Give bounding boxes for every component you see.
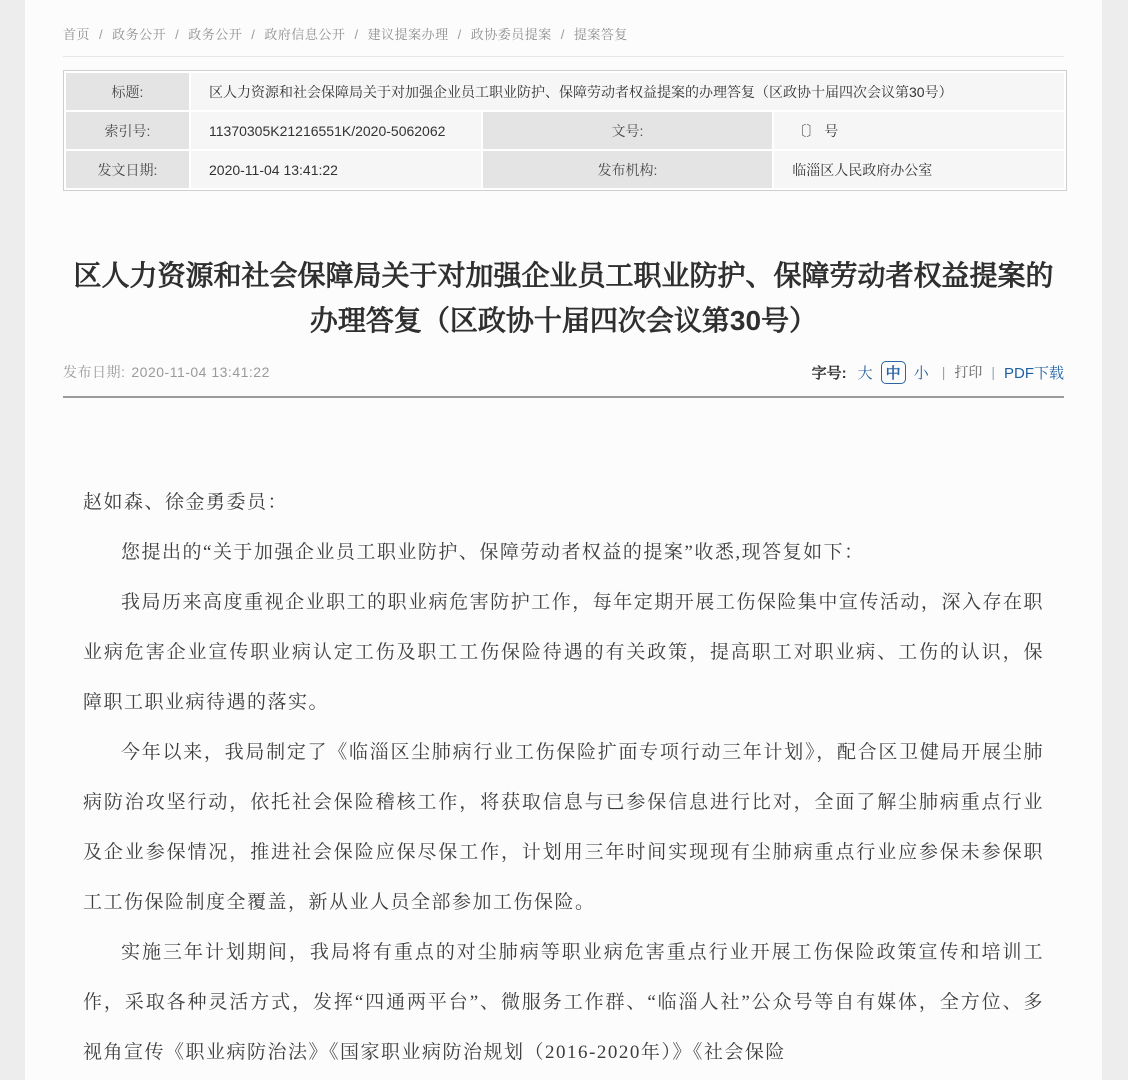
index-number-label: 索引号: <box>66 112 189 149</box>
breadcrumb-separator: / <box>560 27 565 42</box>
print-button[interactable]: 打印 <box>954 364 983 381</box>
index-number-value: 11370305K21216551K/2020-5062062 <box>191 112 481 149</box>
info-row-index <box>66 112 1064 149</box>
pdf-download-button[interactable]: PDF下载 <box>1003 364 1064 382</box>
article-divider <box>63 396 1064 398</box>
breadcrumb-separator: / <box>175 27 180 42</box>
breadcrumb-item-home[interactable]: 首页 <box>63 27 91 42</box>
article-toolbar <box>812 361 1064 384</box>
font-size-label: 字号: <box>811 364 847 382</box>
doc-number-value: 〔〕 号 <box>774 112 1064 149</box>
breadcrumb-item-jianyitian[interactable]: 建议提案办理 <box>367 27 449 42</box>
article-body <box>63 478 1064 1078</box>
issue-date-label: 发文日期: <box>66 151 189 188</box>
font-size-small-button[interactable]: 小 <box>913 364 929 382</box>
breadcrumb-divider <box>63 56 1064 57</box>
article-paragraph: 今年以来，我局制定了《临淄区尘肺病行业工伤保险扩面专项行动三年计划》，配合区卫健局开展尘肺病防治攻坚行动，依托社会保险稽核工作，将获取信息与已参保信息进行比对，全面了解尘肺病重点行业及企业参保情况，推进社会保险应保尽保工作，计划用三年时间实现现有尘肺病重点行业应参保未参保职工工伤保险制度全覆盖，新从业人员全部参加工伤保险。 <box>83 741 1044 913</box>
issuing-agency-value: 临淄区人民政府办公室 <box>774 151 1064 188</box>
breadcrumb-separator: / <box>354 27 359 42</box>
breadcrumb-item-tiandafu[interactable]: 提案答复 <box>573 27 628 42</box>
publish-date-value: 2020-11-04 13:41:22 <box>131 364 270 381</box>
doc-number-label: 文号: <box>483 112 773 149</box>
publish-date-label: 发布日期: <box>63 364 126 381</box>
publish-date <box>63 362 270 382</box>
font-size-medium-button[interactable]: 中 <box>881 361 906 384</box>
article-paragraph: 实施三年计划期间，我局将有重点的对尘肺病等职业病危害重点行业开展工伤保险政策宣传和培训工作，采取各种灵活方式，发挥“四通两平台”、微服务工作群、“临淄人社”公众号等自有媒体，全方位、多视角宣传《职业病防治法》《国家职业病防治规划（2016-2020年）》《社会保险 <box>83 941 1044 1063</box>
breadcrumb <box>63 0 1064 43</box>
breadcrumb-item-zhengwugongkai-2[interactable]: 政务公开 <box>188 27 243 42</box>
issuing-agency-label: 发布机构: <box>483 151 773 188</box>
page-title: 区人力资源和社会保障局关于对加强企业员工职业防护、保障劳动者权益提案的办理答复（区政协十届四次会议第30号） <box>73 260 1054 337</box>
breadcrumb-item-zhengwugongkai-1[interactable]: 政务公开 <box>112 27 167 42</box>
content-panel <box>25 0 1102 1080</box>
toolbar-separator: | <box>991 364 995 381</box>
breadcrumb-separator: / <box>99 27 104 42</box>
document-info-table <box>63 70 1067 191</box>
issue-date-value: 2020-11-04 13:41:22 <box>191 151 481 188</box>
article-meta-row <box>63 361 1064 384</box>
title-value: 区人力资源和社会保障局关于对加强企业员工职业防护、保障劳动者权益提案的办理答复（区政协十届四次会议第30号） <box>191 73 1064 110</box>
info-row-date <box>66 151 1064 188</box>
article-paragraph: 您提出的“关于加强企业员工职业防护、保障劳动者权益的提案”收悉,现答复如下： <box>121 541 865 563</box>
article-paragraph: 我局历来高度重视企业职工的职业病危害防护工作，每年定期开展工伤保险集中宣传活动，深入存在职业病危害企业宣传职业病认定工伤及职工工伤保险待遇的有关政策，提高职工对职业病、工伤的认识，保障职工职业病待遇的落实。 <box>83 591 1044 713</box>
breadcrumb-separator: / <box>457 27 462 42</box>
article-paragraph-salutation: 赵如森、徐金勇委员： <box>83 491 289 513</box>
content-inner <box>25 0 1102 1078</box>
title-label: 标题: <box>66 73 189 110</box>
breadcrumb-item-zhengxieweiyuan[interactable]: 政协委员提案 <box>470 27 552 42</box>
font-size-large-button[interactable]: 大 <box>857 364 873 382</box>
breadcrumb-item-xinxigongkai[interactable]: 政府信息公开 <box>264 27 346 42</box>
info-row-title <box>66 73 1064 110</box>
breadcrumb-separator: / <box>251 27 256 42</box>
toolbar-separator: | <box>941 364 946 381</box>
